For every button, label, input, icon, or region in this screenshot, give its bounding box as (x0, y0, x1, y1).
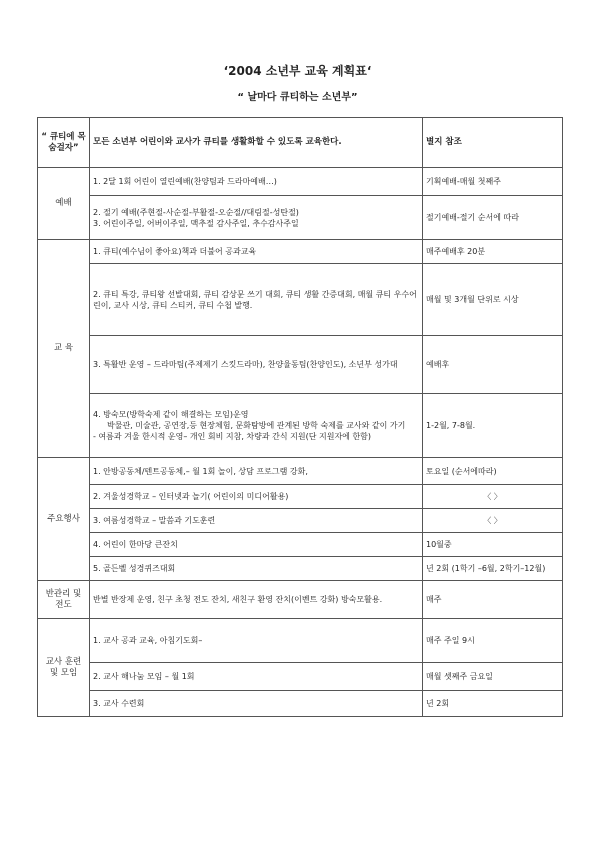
row-content-line: - 여름과 겨울 한시적 운영– 개인 회비 지참, 차량과 간식 지원(단 지원자에 한함) (93, 432, 372, 441)
row-content: 5. 골든벨 성경퀴즈대회 (90, 557, 423, 581)
row-ref: 매주예배후 20분 (423, 240, 563, 264)
table-row (38, 557, 563, 581)
row-ref: 〈 〉 (423, 485, 563, 509)
category-teacher: 교사 훈련 및 모임 (38, 619, 90, 717)
table-row (38, 533, 563, 557)
row-content: 1. 큐티(예수님이 좋아요)책과 더불어 공과교육 (90, 240, 423, 264)
row-content: 2. 교사 해나눔 모임 – 월 1회 (90, 663, 423, 691)
row-content: 2. 겨울성경학교 – 인터넷과 놀기( 어린이의 미디어활용) (90, 485, 423, 509)
table-row (38, 663, 563, 691)
table-row (38, 394, 563, 458)
row-content: 반별 반장제 운영, 친구 초청 전도 잔치, 새친구 환영 잔치(이벤트 강화) 방숙모활용. (90, 581, 423, 619)
row-ref: 년 2회 (423, 691, 563, 717)
table-row (38, 509, 563, 533)
row-content (90, 196, 423, 240)
row-ref: 토요일 (순서에따라) (423, 458, 563, 485)
document-subtitle: “ 날마다 큐티하는 소년부” (237, 92, 358, 103)
row-content: 3. 특활반 운영 – 드라마팀(주제제기 스킷드라마), 찬양율동팀(찬양인도), 소년부 성가대 (90, 336, 423, 394)
table-row (38, 240, 563, 264)
header-content: 모든 소년부 어린이와 교사가 큐티를 생활화할 수 있도록 교육한다. (90, 118, 423, 168)
table-row (38, 691, 563, 717)
row-ref: 매주 주일 9시 (423, 619, 563, 663)
header-ref: 별지 참조 (423, 118, 563, 168)
header-category: “ 큐티에 목숨걸자” (38, 118, 90, 168)
table-row (38, 336, 563, 394)
table-row (38, 196, 563, 240)
row-ref: 〈 〉 (423, 509, 563, 533)
row-ref: 매주 (423, 581, 563, 619)
document-title: ‘2004 소년부 교육 계획표‘ (223, 64, 372, 78)
row-ref: 절기예배-절기 순서에 따라 (423, 196, 563, 240)
row-content: 1. 2달 1회 어린이 열린예배(찬양팀과 드라마예배…) (90, 168, 423, 196)
row-content: 1. 안방공동체/텐트공동체,– 월 1회 놀이, 상담 프로그램 강화, (90, 458, 423, 485)
table-row (38, 581, 563, 619)
table-row (38, 485, 563, 509)
row-content (90, 394, 423, 458)
row-content-line: 2. 절기 예배(주현절-사순절-부활절-오순절//대림절-성탄절) (93, 207, 299, 217)
table-row (38, 458, 563, 485)
row-content: 3. 여름성경학교 – 말씀과 기도훈련 (90, 509, 423, 533)
table-row (38, 619, 563, 663)
row-ref: 기획예배-매월 첫째주 (423, 168, 563, 196)
row-ref: 10월중 (423, 533, 563, 557)
row-ref: 년 2회 (1학기 –6월, 2학기–12월) (423, 557, 563, 581)
row-content: 1. 교사 공과 교육, 아침기도회– (90, 619, 423, 663)
category-education: 교 육 (38, 240, 90, 458)
row-ref: 예배후 (423, 336, 563, 394)
category-worship: 예배 (38, 168, 90, 240)
category-class: 반관리 및 전도 (38, 581, 90, 619)
row-ref: 1-2월, 7-8월. (423, 394, 563, 458)
table-row (38, 168, 563, 196)
row-content: 2. 큐티 특강, 큐티왕 선발대회, 큐티 감상문 쓰기 대회, 큐티 생활 간증대회, 매월 큐티 우수어린이, 교사 시상, 큐티 스티커, 큐티 수첩 발행. (90, 264, 423, 336)
row-content-line: 박물관, 미술관, 공연장,등 현장체험, 문화탐방에 관계된 방학 숙제를 교사와 같이 가기 (107, 421, 406, 430)
row-ref: 매월 및 3개월 단위로 시상 (423, 264, 563, 336)
row-content-line: 3. 어린이주일, 어버이주일, 맥추절 감사주일, 추수감사주일 (93, 218, 299, 228)
table-row (38, 264, 563, 336)
plan-table (37, 117, 563, 717)
row-content-line: 4. 방숙모(방학숙제 같이 해결하는 모임)운영 (93, 410, 249, 419)
row-content: 4. 어린이 한마당 큰잔치 (90, 533, 423, 557)
table-header-row (38, 118, 563, 168)
row-ref: 매월 셋째주 금요일 (423, 663, 563, 691)
row-content: 3. 교사 수련회 (90, 691, 423, 717)
category-events: 주요행사 (38, 458, 90, 581)
